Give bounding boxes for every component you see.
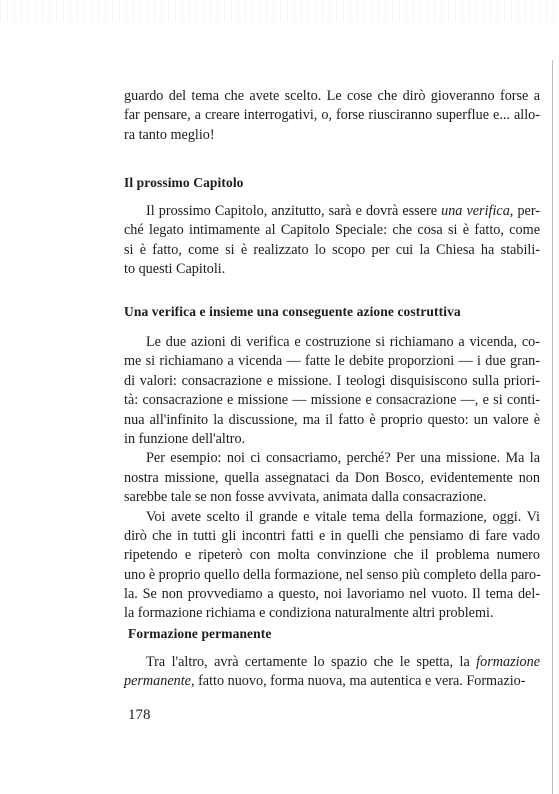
text-line: to questi Capitoli. — [124, 261, 226, 278]
text-segment: per- — [517, 203, 540, 219]
text-line: far pensare, a creare interrogativi, o, forse riusciranno superflue e... allo- — [124, 107, 540, 124]
emphasis-text: formazione — [476, 654, 541, 670]
emphasis-text: permanente, — [124, 673, 195, 690]
paragraph-prossimo-capitolo — [124, 202, 540, 280]
section-heading: Una verifica e insieme una conseguente azione costruttiva — [124, 304, 461, 319]
text-segment: fatto nuovo, forma nuova, ma autentica e vera. Formazio- — [198, 673, 526, 690]
text-line: dirò che in tutti gli incontri fatti e in quelli che pensiamo di fare vado — [124, 527, 540, 544]
scan-edge-top — [0, 0, 559, 22]
text-line: uno è proprio quello della formazione, nel senso più completo della paro- — [124, 566, 541, 583]
section-heading: Formazione permanente — [128, 626, 272, 641]
text-line: guardo del tema che avete scelto. Le cose che dirò gioveranno forse a — [124, 88, 540, 104]
text-line — [124, 653, 540, 672]
text-line — [124, 672, 540, 691]
text-line: la formazione richiama e condiziona naturalmente altri problemi. — [124, 605, 494, 622]
text-segment: Tra l'altro, avrà certamente lo spazio che le spetta, la — [146, 654, 470, 670]
section-heading: Il prossimo Capitolo — [124, 175, 244, 190]
text-line: tà: consacrazione e missione — missione e consacrazione —, e si conti- — [124, 392, 540, 409]
emphasis-text: una verifica, — [441, 203, 514, 219]
text-line: Per esempio: noi ci consacriamo, perché? Per una missione. Ma la — [146, 450, 540, 467]
text-line: sarebbe tale se non fosse avvivata, animata dalla consacrazione. — [124, 489, 487, 506]
text-line: di valori: consacrazione e missione. I teologi disquisiscono sulla priori- — [124, 372, 540, 389]
text-line: nua all'infinito la discussione, ma il fatto è proprio questo: un valore è — [124, 411, 540, 428]
paragraph-opening — [124, 87, 540, 145]
page-number: 178 — [128, 707, 151, 723]
scan-edge-right — [552, 60, 553, 794]
text-line: ra tanto meglio! — [124, 126, 215, 143]
text-line: me si richiamano a vicenda — fatte le debite proporzioni — i due gran- — [124, 353, 540, 370]
text-line: Le due azioni di verifica e costruzione si richiamano a vicenda, co- — [146, 334, 540, 350]
paragraph-verifica — [124, 333, 540, 624]
text-line: si è fatto, come si è realizzato lo scopo per cui la Chiesa ha stabili- — [124, 241, 540, 258]
text-segment: Il prossimo Capitolo, anzitutto, sarà e dovrà essere — [146, 203, 437, 219]
text-line — [124, 202, 540, 221]
text-line: la. Se non provvediamo a questo, noi lavoriamo nel vuoto. Il tema del- — [124, 586, 540, 603]
text-line: ché legato intimamente al Capitolo Speciale: che cosa si è fatto, come — [124, 222, 540, 239]
text-line: nostra missione, quella assegnataci da Don Bosco, evidentemente non — [124, 469, 540, 486]
paragraph-formazione — [124, 653, 540, 692]
text-line: Voi avete scelto il grande e vitale tema della formazione, oggi. Vi — [146, 508, 540, 525]
text-line: ripetendo e ripeterò con molta convinzione che il problema numero — [124, 547, 540, 564]
text-line: in funzione dell'altro. — [124, 430, 246, 447]
